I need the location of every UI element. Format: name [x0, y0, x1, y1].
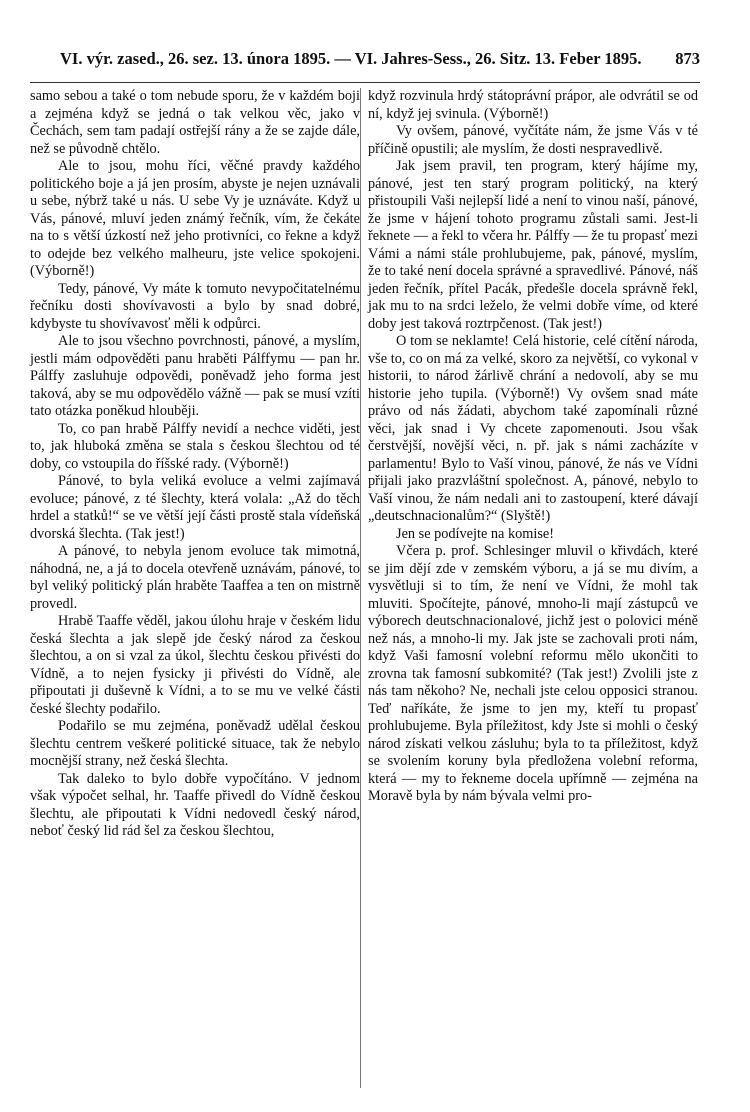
paragraph: Podařilo se mu zejména, poněvadž udělal českou šlechtu centrem veškeré politické situace, tak že nebylo mocnější strany, než česká šlechta. [30, 718, 360, 769]
paragraph: Ale to jsou, mohu říci, věčné pravdy každého politického boje a já jen prosím, abyste je nejen uznávali u sebe, nýbrž také u nás. U sebe Vy je uznáváte. Když u Vás, pánové, mluví jeden známý řečník, vím, že čekáte na to s větší úzkostí než jeho protivníci, co řekne a když to odejde bez velkého malheuru, jste velice spokojeni. (Výborně!) [30, 158, 360, 279]
right-column [368, 88, 698, 806]
page-number: 873 [675, 49, 700, 68]
running-header [60, 44, 700, 74]
paragraph: Pánové, to byla veliká evoluce a velmi zajímavá evoluce; pánové, z té šlechty, která volala: „Až do těch hrdel a statků!“ se ve větší její části prostě stala vídeňská dvorská šlechta. (Tak jest!) [30, 473, 360, 542]
paragraph: O tom se neklamte! Celá historie, celé cítění národa, vše to, co on má za velké, skoro za největší, co vykonal v historii, to národ žárlivě chrání a nedovolí, aby se mu historie jeho tupila. (Výborně!) Vy ovšem snad máte právo od nás žádati, abychom také zapomínali různé věci, jak snad i Vy chcete zapomenouti. Jsou však čerstvější, novější věci, n. př. jak s námi zacházíte v parlamentu! Bylo to Vaší vinou, pánové, že nás ve Vídni přijali jako prazvláštní společnost. A, pánové, nebylo to Vaší vinou, že nám nedali ani to zastoupení, které dávají „deutschnacionalům?“ (Slyště!) [368, 333, 698, 524]
paragraph: Tedy, pánové, Vy máte k tomuto nevypočitatelnému řečníku dosti shovívavosti a bylo by snad dobré, kdybyste tu shovívavosť měli k odpůrci. [30, 280, 360, 332]
paragraph: Tak daleko to bylo dobře vypočítáno. V jednom však výpočet selhal, hr. Taaffe přivedl do Vídně českou šlechtu, ale připoutati k Vídni nedovedl český národ, neboť český lid rád šel za českou šlechtou, [30, 770, 360, 839]
paragraph: To, co pan hrabě Pálffy nevidí a nechce viděti, jest to, jak hluboká změna se stala s českou šlechtou od té doby, co vstoupila do říšské rady. (Výborně!) [30, 420, 360, 472]
paragraph: Jak jsem pravil, ten program, který hájíme my, pánové, jest ten starý program politický, na který přistoupili Vaši nejlepší lidé a není to vinou naší, pánové, že jsme v hájení tohoto programu zůstali sami. Jest-li řeknete — a řekl to včera hr. Pálffy — že tu propasť mezi Vámi a námi stále prohlubujeme, pak, pánové, myslím, že to také není docela správné a spravedlivé. Pánové, náš jeden řečník, přítel Pacák, předešle docela správně řekl, jak mu to na srdci leželo, že velmi dobře víme, od které doby jest taková roztrpčenost. (Tak jest!) [368, 158, 698, 332]
paragraph: Hrabě Taaffe věděl, jakou úlohu hraje v českém lidu česká šlechta a jak slepě jde český národ za českou šlechtou, a on si vzal za úkol, šlechtu českou přivésti do Vídně, a to nejen fysicky ji přivésti do Vídně, ale připoutati ji duševně k Vídni, a to se mu ve velké části české šlechty podařilo. [30, 613, 360, 717]
paragraph: samo sebou a také o tom nebude sporu, že v každém boji a zejména když se jedná o tak velkou věc, jako v Čechách, sem tam padají ostřejší rány a že se zajde dále, než se původně chtělo. [30, 88, 360, 157]
header-title: VI. výr. zased., 26. sez. 13. února 1895. — VI. Jahres-Sess., 26. Sitz. 13. Feber 1895. [60, 49, 642, 68]
paragraph: Včera p. prof. Schlesinger mluvil o křivdách, které se jim dějí zde v zemském výboru, a já se mu divím, a vysvětluji si to tím, že není ve Vídni, že mohl tak mluviti. Spočítejte, pánové, mnoho-li mají zástupců ve výborech deutschnacionalové, jichž jest o polovici méně než nás, a mnoho-li my. Jak jste se zachovali proti nám, když Vaši famosní volební reformu mělo ukončiti to zrovna tak famosní subkomité? (Tak jest!) Zvolili jste z nás tam někoho? Ne, nechali jste celou opposici stranou. Teď naříkáte, že jsme to jen my, kteří tu propasť prohlubujeme. Byla příležitost, kdy Jste si mohli o český národ získati velkou zásluhu; byla to ta příležitost, když se svolením koruny byla předložena volební reforma, která — my to řekneme docela upřímně — zejména na Moravě byla by nám bývala velmi pro- [368, 543, 698, 804]
paragraph: A pánové, to nebyla jenom evoluce tak mimotná, náhodná, ne, a já to docela otevřeně uznávám, pánové, to byl veliký politický plán hraběte Taaffea a ten on mistrně provedl. [30, 543, 360, 612]
left-column [30, 88, 360, 841]
paragraph: Vy ovšem, pánové, vyčítáte nám, že jsme Vás v té příčině opustili; ale myslím, že dosti nespravedlivě. [368, 123, 698, 157]
paragraph: Ale to jsou všechno povrchnosti, pánové, a myslím, jestli mám odpověděti panu hraběti Pálffymu — pan hr. Pálffy zasluhuje odpovědi, poněvadž jeho forma jest taková, aby se mu odpovědělo vážně — pak se musí vzíti tato otázka poněkud hlouběji. [30, 333, 360, 419]
header-rule [30, 82, 700, 83]
paragraph: když rozvinula hrdý státoprávní prápor, ale odvrátil se od ní, když jej svinula. (Výborně!) [368, 88, 698, 122]
column-divider [360, 88, 361, 1088]
paragraph: Jen se podívejte na komise! [396, 525, 555, 542]
